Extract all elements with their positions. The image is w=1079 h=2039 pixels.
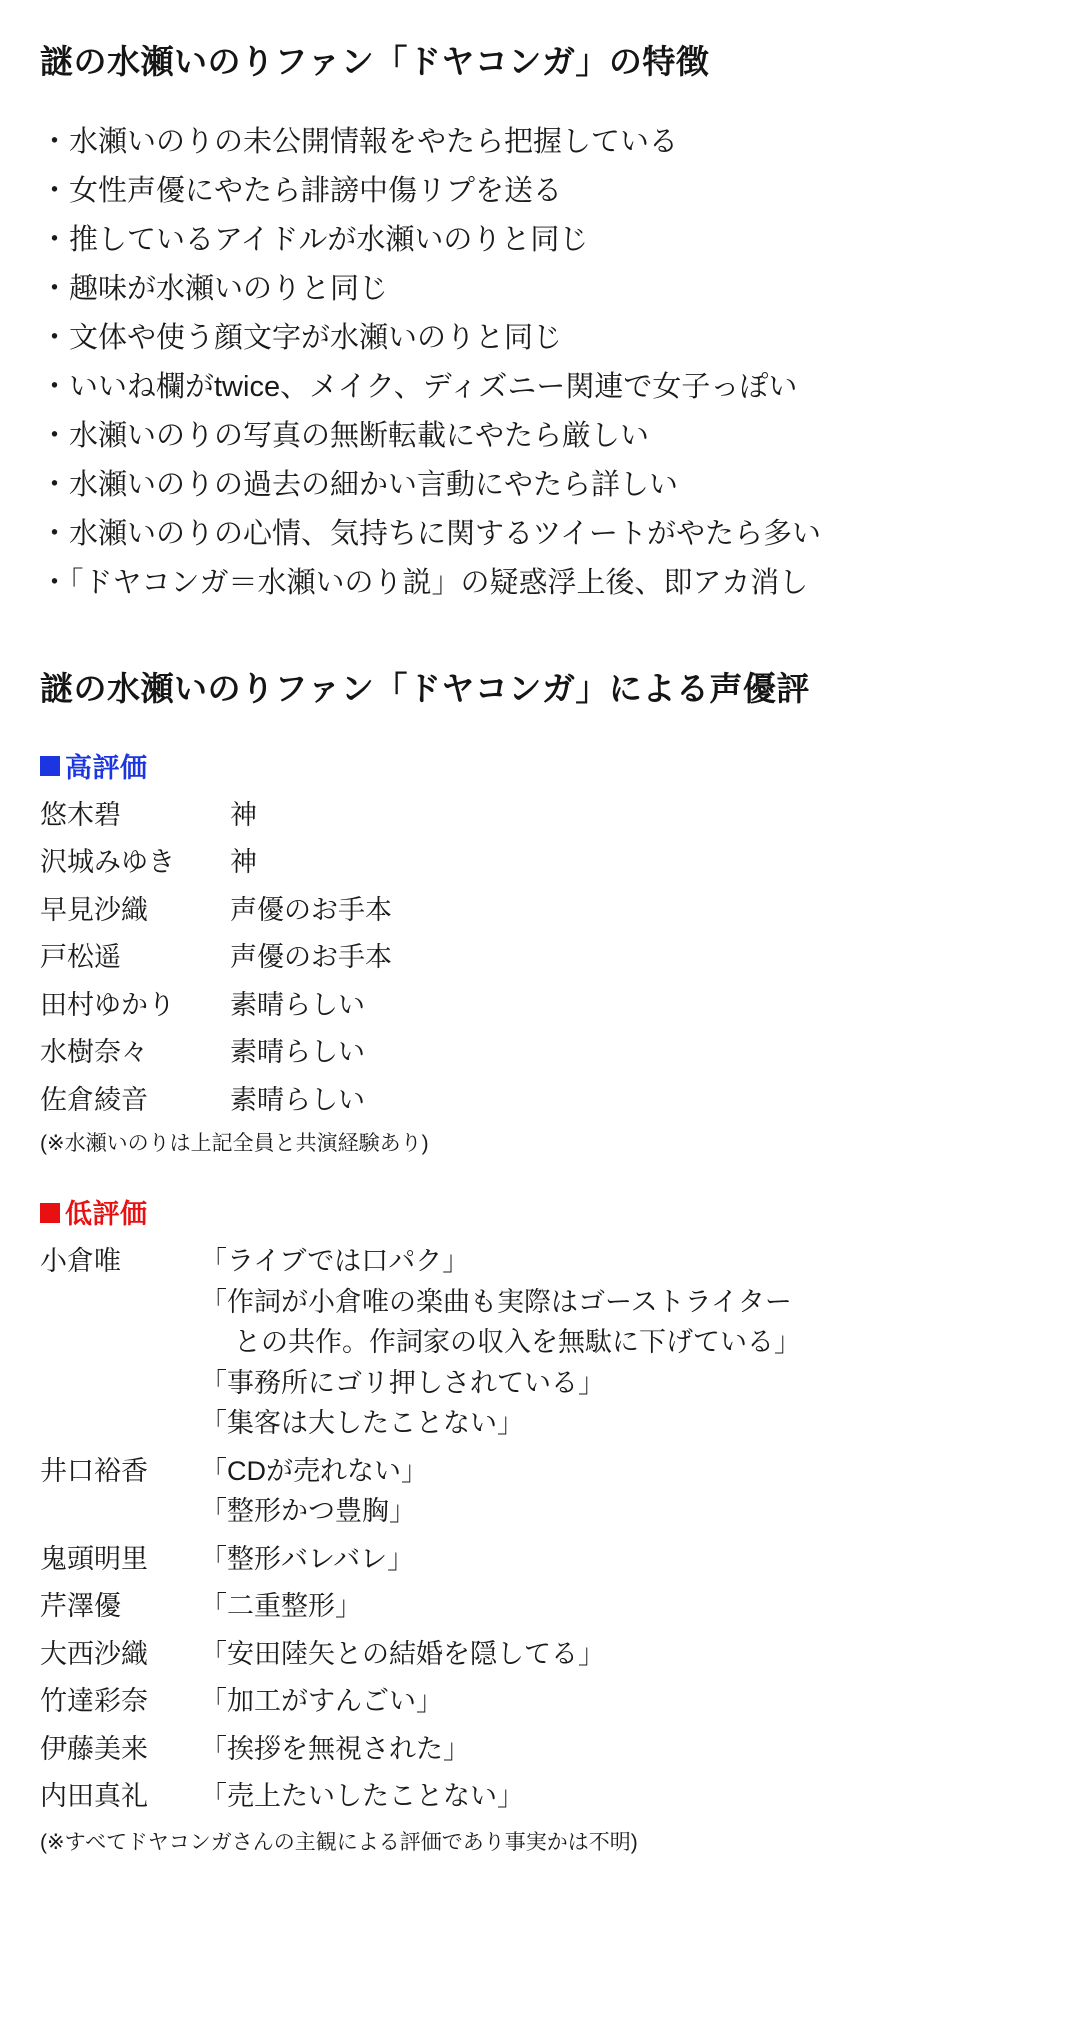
- rating-quotes: [200, 1582, 1039, 1630]
- list-item: ・水瀬いのりの心情、気持ちに関するツイートがやたら多い: [40, 517, 821, 550]
- quote-line: 「売上たいしたことない」: [200, 1781, 524, 1812]
- table-row: [40, 1677, 1039, 1725]
- rating-quotes: [200, 1447, 1039, 1535]
- voice-actor-name: 佐倉綾音: [40, 1084, 148, 1115]
- rating-value: 声優のお手本: [230, 942, 392, 973]
- table-row: [40, 933, 1039, 981]
- page-title: 謎の水瀬いのりファン「ドヤコンガ」の特徴: [40, 43, 710, 80]
- rating-quotes: [200, 1237, 1039, 1447]
- voice-actor-name: 田村ゆかり: [40, 989, 175, 1020]
- voice-actor-name: 芹澤優: [40, 1591, 121, 1622]
- voice-actor-name: 内田真礼: [40, 1781, 148, 1812]
- blue-square-icon: [40, 756, 60, 776]
- list-item: ・女性声優にやたら誹謗中傷リプを送る: [40, 174, 563, 207]
- voice-actor-name: 悠木碧: [40, 799, 121, 830]
- low-rating-table: [40, 1237, 1039, 1820]
- low-rating-label: 低評価: [65, 1199, 148, 1230]
- table-row: [40, 886, 1039, 934]
- table-row: [40, 981, 1039, 1029]
- quote-line: 「整形かつ豊胸」: [200, 1496, 416, 1527]
- quote-line: 「ライブでは口パク」: [200, 1246, 470, 1277]
- high-rating-note: (※水瀬いのりは上記全員と共演経験あり): [40, 1132, 429, 1156]
- list-item: ・水瀬いのりの未公開情報をやたら把握している: [40, 125, 679, 158]
- table-row: [40, 791, 1039, 839]
- rating-quotes: [200, 1535, 1039, 1583]
- rating-value: 神: [230, 799, 257, 830]
- quote-line: 「整形バレバレ」: [200, 1543, 415, 1574]
- table-row: [40, 1582, 1039, 1630]
- high-rating-header: [40, 746, 1039, 785]
- table-row: [40, 1076, 1039, 1124]
- high-rating-table: [40, 791, 1039, 1124]
- rating-value: 神: [230, 847, 257, 878]
- list-item: ・水瀬いのりの写真の無断転載にやたら厳しい: [40, 419, 650, 452]
- rating-quotes: [200, 1630, 1039, 1678]
- table-row: [40, 1725, 1039, 1773]
- quote-line: 「作詞が小倉唯の楽曲も実際はゴーストライター: [200, 1286, 792, 1317]
- rating-quotes: [200, 1677, 1039, 1725]
- list-item: ・いいね欄がtwice、メイク、ディズニー関連で女子っぽい: [40, 370, 798, 403]
- red-square-icon: [40, 1203, 60, 1223]
- spacer: [40, 607, 1039, 653]
- quote-line: 「安田陸矢との結婚を隠してる」: [200, 1638, 605, 1669]
- list-item: ・水瀬いのりの過去の細かい言動にやたら詳しい: [40, 468, 679, 501]
- quote-line: 「加工がすんごい」: [200, 1686, 443, 1717]
- high-rating-label: 高評価: [65, 752, 148, 783]
- quote-line: 「事務所にゴリ押しされている」: [200, 1367, 605, 1398]
- rating-value: 素晴らしい: [230, 1037, 365, 1068]
- feature-bullet-list: [40, 117, 1039, 607]
- rating-quotes: [200, 1772, 1039, 1820]
- list-item: ・趣味が水瀬いのりと同じ: [40, 272, 389, 305]
- voice-actor-name: 竹達彩奈: [40, 1686, 148, 1717]
- quote-line-continuation: との共作。作詞家の収入を無駄に下げている」: [234, 1327, 801, 1358]
- quote-line: 「二重整形」: [200, 1591, 362, 1622]
- voice-actor-name: 早見沙織: [40, 894, 148, 925]
- voice-actor-name: 伊藤美来: [40, 1733, 148, 1764]
- table-row: [40, 1535, 1039, 1583]
- list-item: ・文体や使う顔文字が水瀬いのりと同じ: [40, 321, 563, 354]
- voice-actor-name: 水樹奈々: [40, 1037, 148, 1068]
- rating-quotes: [200, 1725, 1039, 1773]
- quote-line: 「挨拶を無視された」: [200, 1733, 470, 1764]
- low-rating-header: [40, 1192, 1039, 1231]
- voice-actor-name: 沢城みゆき: [40, 847, 175, 878]
- list-item: ・推しているアイドルが水瀬いのりと同じ: [40, 223, 589, 256]
- table-row: [40, 1237, 1039, 1447]
- rating-value: 素晴らしい: [230, 1084, 365, 1115]
- voice-actor-name: 大西沙織: [40, 1638, 148, 1669]
- rating-value: 声優のお手本: [230, 894, 392, 925]
- rating-value: 素晴らしい: [230, 989, 365, 1020]
- list-item: ・「ドヤコンガ＝水瀬いのり説」の疑惑浮上後、即アカ消し: [40, 566, 809, 599]
- quote-line: 「集客は大したことない」: [200, 1408, 524, 1439]
- voice-actor-name: 井口裕香: [40, 1455, 148, 1486]
- voice-actor-name: 戸松遥: [40, 942, 121, 973]
- voice-actor-name: 小倉唯: [40, 1246, 121, 1277]
- table-row: [40, 838, 1039, 886]
- quote-line: 「CDが売れない」: [200, 1455, 428, 1486]
- voice-actor-name: 鬼頭明里: [40, 1543, 148, 1574]
- section-title-ratings: 謎の水瀬いのりファン「ドヤコンガ」による声優評: [40, 670, 810, 708]
- table-row: [40, 1630, 1039, 1678]
- table-row: [40, 1447, 1039, 1535]
- low-rating-note: (※すべてドヤコンガさんの主観による評価であり事実かは不明): [40, 1830, 638, 1854]
- table-row: [40, 1772, 1039, 1820]
- table-row: [40, 1028, 1039, 1076]
